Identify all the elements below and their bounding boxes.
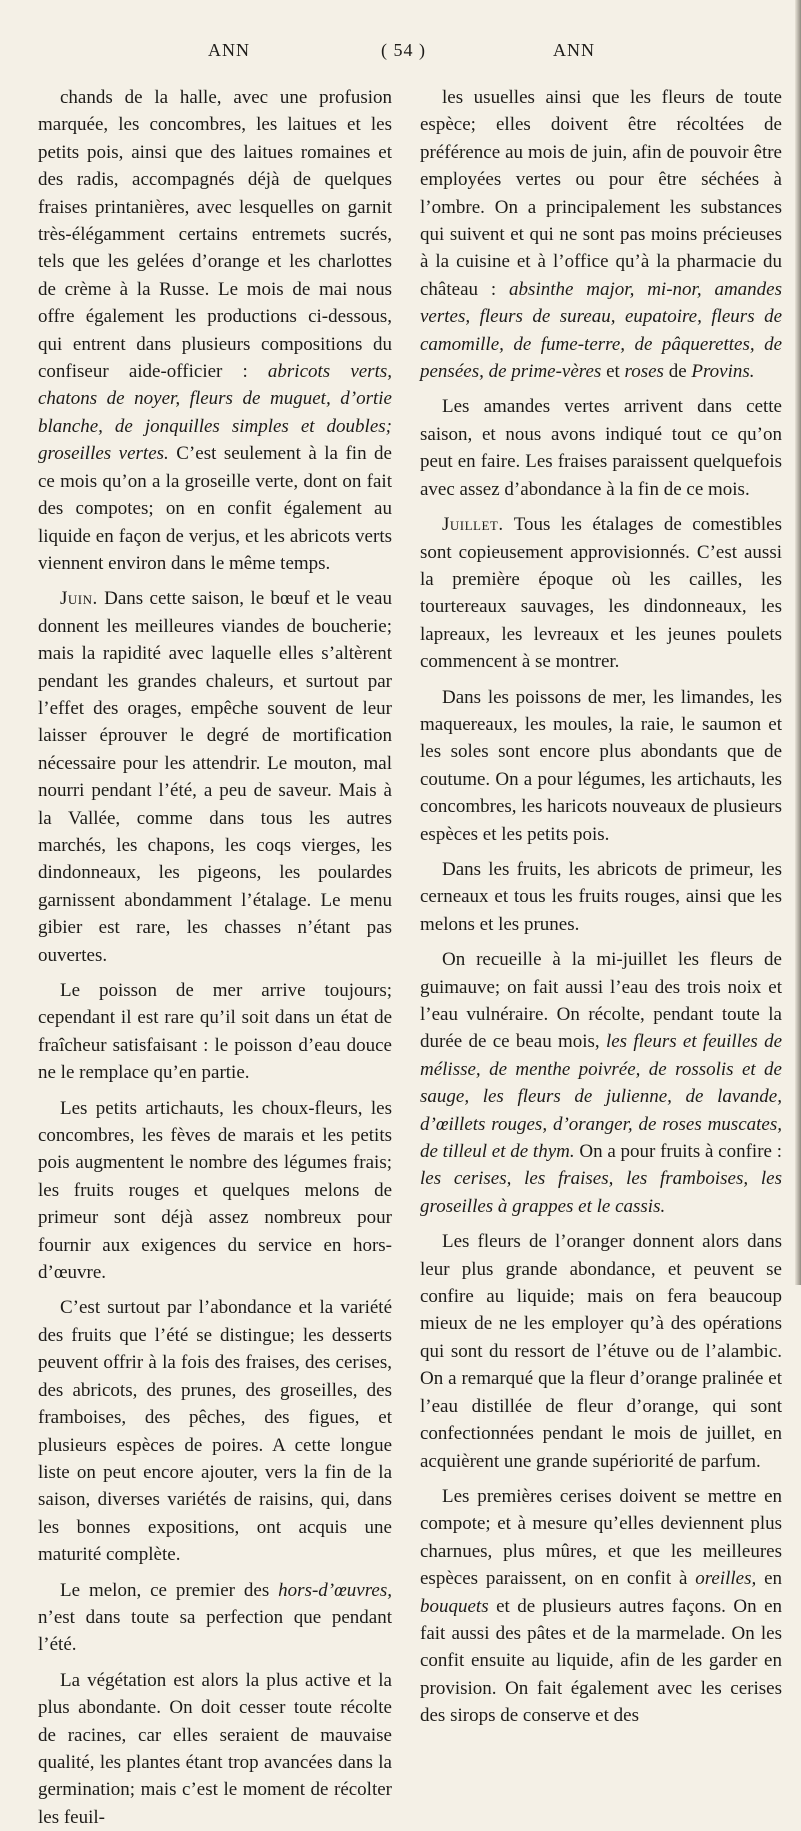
paragraph: La végétation est alors la plus active et la plus abondante. On doit cesser toute récolte de racines, car elles seraient de mauvaise qualité, les plantes étant trop avancées dans la germination; mais c’est le moment de récolter les feuil- <box>38 1669 392 1828</box>
paragraph: On recueille à la mi-juillet les fleurs de guimauve; on fait aussi l’eau des trois noix et l’eau vulnéraire. On récolte, pendant toute la durée de ce beau mois, les fleurs et feuilles de mélisse, de menthe poivrée, de rossolis et de sauge, les fleurs de julienne, de lavande, d’œillets rouges, d’oranger, de roses muscates, de tilleul et de thym. On a pour fruits à confire : les cerises, les fraises, les framboises, les groseilles à grappes et le cassis. <box>420 949 782 1217</box>
page-edge <box>795 0 801 1285</box>
paragraph-july: Juillet. Tous les étalages de comestibles sont copieusement approvisionnés. C’est aussi la première époque où les cailles, les tourtereaux sauvages, les dindonneaux, les lapreaux, les levreaux et les jeunes poulets commencent à se montrer. <box>420 514 782 673</box>
header-right: ANN <box>553 40 595 60</box>
page-number: ( 54 ) <box>381 40 426 60</box>
paragraph: chands de la halle, avec une profusion marquée, les concombres, les laitues et les petits pois, ainsi que des laitues romaines et des radis, accompagnés déjà de quelques fraises printanières, avec lesquelles on garnit très-élégamment certains entremets sucrés, tels que les gelées d’orange et les charlottes de crème à la Russe. Le mois de mai nous offre également les productions ci-dessous, qui entrent dans plusieurs compositions du confiseur aide-officier : abricots verts, chatons de noyer, fleurs de muguet, d’ortie blanche, de jonquilles simples et doubles; groseilles vertes. C’est seulement à la fin de ce mois qu’on a la groseille verte, dont on fait des compotes; on en confit également au liquide en façon de verjus, et les abricots verts viennent environ dans le même temps. <box>38 87 392 574</box>
paragraph: Dans les fruits, les abricots de primeur, les cerneaux et tous les fruits rouges, ainsi que les melons et les prunes. <box>420 858 782 935</box>
paragraph: C’est surtout par l’abondance et la variété des fruits que l’été se distingue; les desserts peuvent offrir à la fois des fraises, des cerises, des abricots, des prunes, des groseilles, des framboises, des pêches, des figues, et plusieurs espèces de poires. A cette longue liste on peut encore ajouter, vers la fin de la saison, diverses variétés de raisins, qui, dans les bonnes expositions, ont acquis une maturité complète. <box>38 1297 392 1566</box>
paragraph: Le melon, ce premier des hors-d’œuvres, n’est dans toute sa perfection que pendant l’été. <box>38 1579 392 1656</box>
paragraph: Les fleurs de l’oranger donnent alors dans leur plus grande abondance, et peuvent se confire au liquide; mais on fera beaucoup mieux de ne les employer qu’à des opérations qui sont du ressort de l’étuve ou de l’alambic. On a remarqué que la fleur d’orange pralinée et l’eau distillée de fleur d’orange, qui sont confectionnées pendant le mois de juillet, en acquièrent une grande supériorité de parfum. <box>420 1231 782 1472</box>
left-column <box>38 84 392 1831</box>
paragraph: Les premières cerises doivent se mettre en compote; et à mesure qu’elles deviennent plus charnues, plus mûres, et que les meilleures espèces paraissent, on en confit à oreilles, en bouquets et de plusieurs autres façons. On en fait aussi des pâtes et de la marmelade. On les confit ensuite au liquide, afin de les garder en provision. On fait également avec les cerises des sirops de conserve et des <box>420 1485 782 1727</box>
month-label: Juillet. <box>442 514 504 536</box>
header-left: ANN <box>208 40 250 60</box>
paragraph: Dans les poissons de mer, les limandes, les maquereaux, les moules, la raie, le saumon et les soles sont encore plus abondants que de coutume. On a pour légumes, les artichauts, les concombres, les haricots nouveaux de plusieurs espèces et les petits pois. <box>420 686 782 845</box>
month-label: Juin. <box>60 588 98 610</box>
right-column <box>420 84 782 1730</box>
paragraph: Les petits artichauts, les choux-fleurs, les concombres, les fèves de marais et les petits pois augmentent le nombre des légumes frais; les fruits rouges et quelques melons de primeur sont déjà assez nombreux pour fournir aux exigences du service en hors-d’œuvre. <box>38 1097 392 1284</box>
paragraph-june: Juin. Dans cette saison, le bœuf et le veau donnent les meilleures viandes de boucherie; mais la rapidité avec laquelle elles s’altèrent pendant les grandes chaleurs, et surtout par l’effet des orages, empêche souvent de leur laisser éprouver le degré de mortification nécessaire pour les attendrir. Le mouton, mal nourri pendant l’été, a peu de saveur. Mais à la Vallée, comme dans tous les autres marchés, les chapons, les coqs vierges, les dindonneaux, les pigeons, les poulardes garnissent abondamment l’étalage. Le menu gibier est rare, les chasses n’étant pas ouvertes. <box>38 588 392 966</box>
paragraph: les usuelles ainsi que les fleurs de toute espèce; elles doivent être récoltées de préférence au mois de juin, afin de pouvoir être employées vertes ou pour être séchées à l’ombre. On a principalement les substances qui suivent et qui ne sont pas moins précieuses à la cuisine et à l’office qu’à la pharmacie du château : absinthe major, mi-nor, amandes vertes, fleurs de sureau, eupatoire, fleurs de camomille, de fume-terre, de pâquerettes, de pensées, de prime-vères et roses de Provins. <box>420 87 782 383</box>
paragraph: Les amandes vertes arrivent dans cette saison, et nous avons indiqué tout ce qu’on peut en faire. Les fraises paraissent quelquefois avec assez d’abondance à la fin de ce mois. <box>420 396 782 500</box>
running-header <box>0 40 801 64</box>
paragraph: Le poisson de mer arrive toujours; cependant il est rare qu’il soit dans un état de fraîcheur satisfaisant : le poisson d’eau douce ne le remplace qu’en partie. <box>38 980 392 1084</box>
